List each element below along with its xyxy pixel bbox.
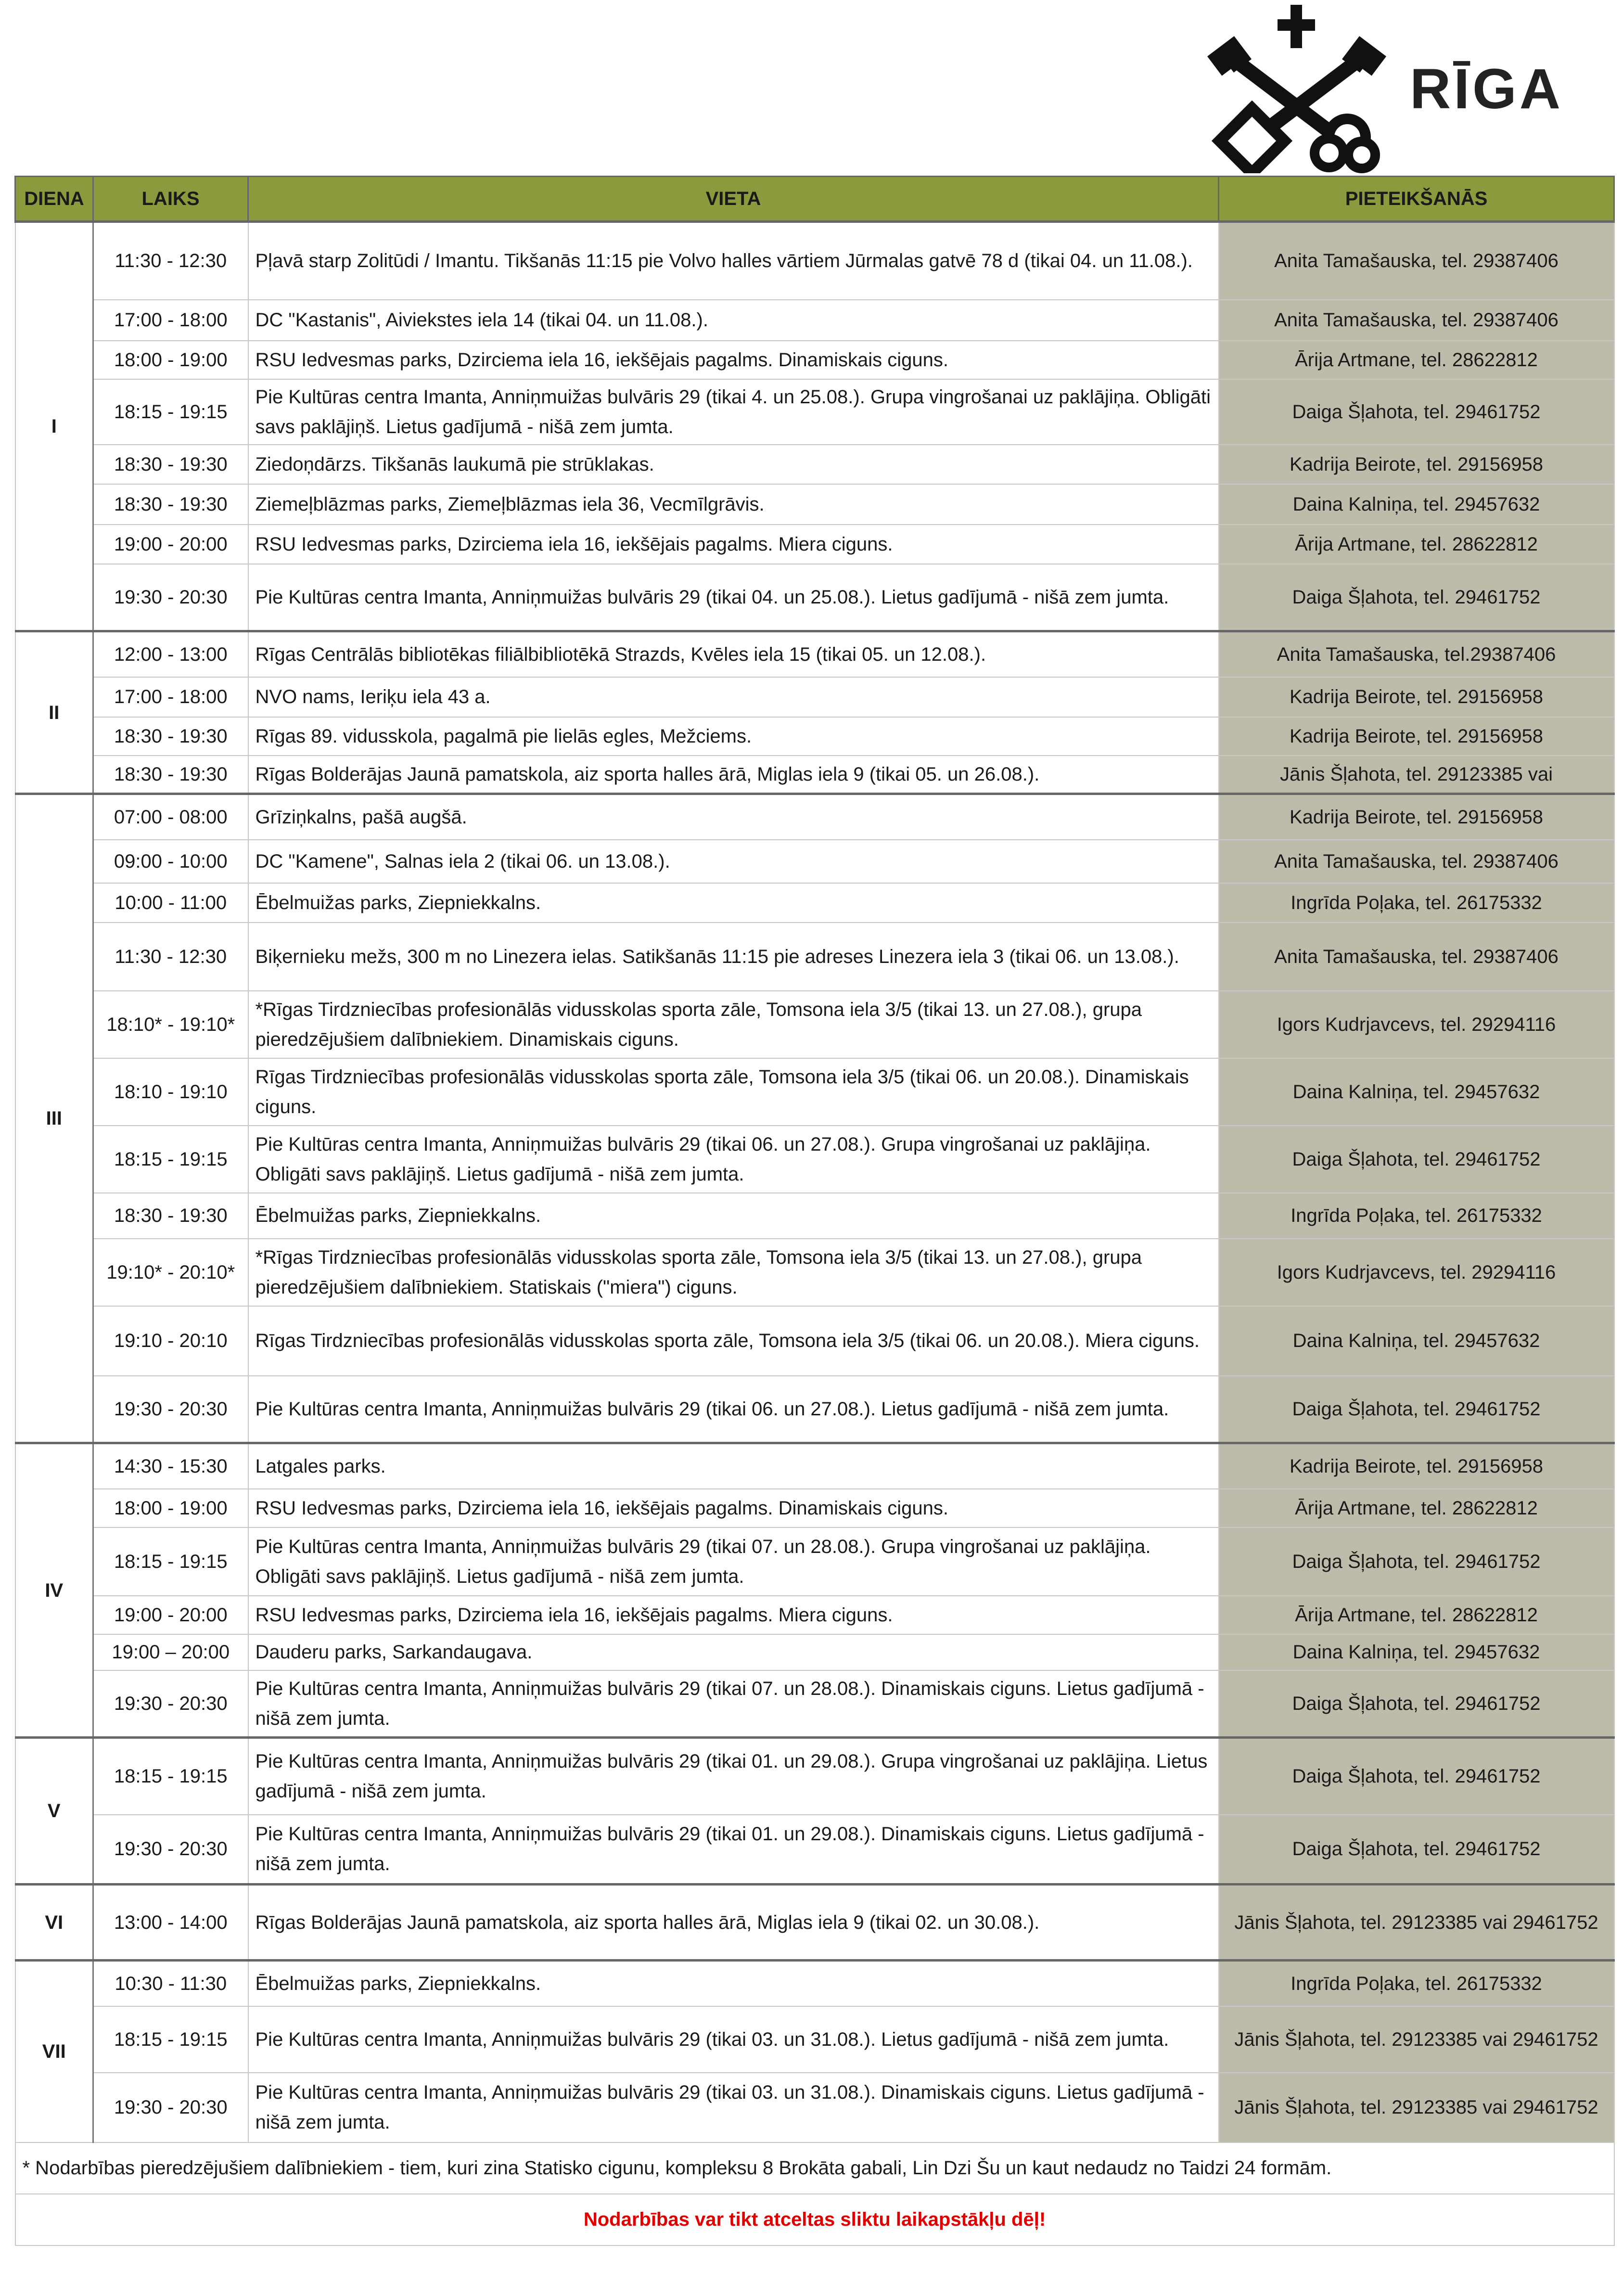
time-cell: 18:30 - 19:30 <box>93 1193 248 1239</box>
table-row <box>15 794 1614 840</box>
weather-warning: Nodarbības var tikt atceltas sliktu laikapstākļu dēļ! <box>15 2194 1614 2245</box>
place-cell: RSU Iedvesmas parks, Dzirciema iela 16, iekšējais pagalms. Miera ciguns. <box>248 1596 1219 1634</box>
time-cell: 18:00 - 19:00 <box>93 341 248 379</box>
place-cell: RSU Iedvesmas parks, Dzirciema iela 16, iekšējais pagalms. Miera ciguns. <box>248 525 1219 564</box>
place-cell: Grīziņkalns, pašā augšā. <box>248 794 1219 840</box>
header-signup: PIETEIKŠANĀS <box>1219 177 1614 222</box>
contact-cell: Kadrija Beirote, tel. 29156958 <box>1219 717 1614 756</box>
contact-cell: Ingrīda Poļaka, tel. 26175332 <box>1219 1193 1614 1239</box>
time-cell: 19:30 - 20:30 <box>93 1670 248 1738</box>
place-cell: Pie Kultūras centra Imanta, Anniņmuižas bulvāris 29 (tikai 07. un 28.08.). Grupa vingrošanai uz paklājiņa. Obligāti savs paklājiņš. Lietus gadījumā - nišā zem jumta. <box>248 1527 1219 1596</box>
time-cell: 19:30 - 20:30 <box>93 1376 248 1443</box>
time-cell: 19:30 - 20:30 <box>93 2073 248 2142</box>
day-cell: VI <box>15 1885 93 1961</box>
time-cell: 18:15 - 19:15 <box>93 1126 248 1193</box>
place-cell: Pie Kultūras centra Imanta, Anniņmuižas bulvāris 29 (tikai 06. un 27.08.). Lietus gadījumā - nišā zem jumta. <box>248 1376 1219 1443</box>
contact-cell: Kadrija Beirote, tel. 29156958 <box>1219 794 1614 840</box>
table-row <box>15 717 1614 756</box>
contact-cell: Jānis Šļahota, tel. 29123385 vai <box>1219 756 1614 794</box>
header-time: LAIKS <box>93 177 248 222</box>
contact-cell: Daiga Šļahota, tel. 29461752 <box>1219 1815 1614 1885</box>
table-row <box>15 883 1614 923</box>
contact-cell: Ārija Artmane, tel. 28622812 <box>1219 341 1614 379</box>
contact-cell: Igors Kudrjavcevs, tel. 29294116 <box>1219 991 1614 1058</box>
time-cell: 07:00 - 08:00 <box>93 794 248 840</box>
time-cell: 19:30 - 20:30 <box>93 564 248 631</box>
place-cell: Pie Kultūras centra Imanta, Anniņmuižas bulvāris 29 (tikai 04. un 25.08.). Lietus gadījumā - nišā zem jumta. <box>248 564 1219 631</box>
time-cell: 18:30 - 19:30 <box>93 756 248 794</box>
place-cell: Rīgas 89. vidusskola, pagalmā pie lielās egles, Mežciems. <box>248 717 1219 756</box>
place-cell: Pie Kultūras centra Imanta, Anniņmuižas bulvāris 29 (tikai 07. un 28.08.). Dinamiskais ciguns. Lietus gadījumā - nišā zem jumta. <box>248 1670 1219 1738</box>
table-row <box>15 1239 1614 1306</box>
table-row <box>15 2006 1614 2073</box>
table-row <box>15 1596 1614 1634</box>
table-row <box>15 222 1614 300</box>
contact-cell: Anita Tamašauska, tel. 29387406 <box>1219 300 1614 341</box>
place-cell: Ziemeļblāzmas parks, Ziemeļblāzmas iela 36, Vecmīlgrāvis. <box>248 484 1219 525</box>
time-cell: 18:15 - 19:15 <box>93 2006 248 2073</box>
time-cell: 19:10* - 20:10* <box>93 1239 248 1306</box>
place-cell: Pie Kultūras centra Imanta, Anniņmuižas bulvāris 29 (tikai 01. un 29.08.). Grupa vingrošanai uz paklājiņa. Lietus gadījumā - nišā zem jumta. <box>248 1738 1219 1815</box>
time-cell: 17:00 - 18:00 <box>93 677 248 717</box>
place-cell: Rīgas Bolderājas Jaunā pamatskola, aiz sporta halles ārā, Miglas iela 9 (tikai 02. un 30.08.). <box>248 1885 1219 1961</box>
table-row <box>15 991 1614 1058</box>
header-day: DIENA <box>15 177 93 222</box>
contact-cell: Ārija Artmane, tel. 28622812 <box>1219 1596 1614 1634</box>
contact-cell: Ārija Artmane, tel. 28622812 <box>1219 1489 1614 1527</box>
contact-cell: Kadrija Beirote, tel. 29156958 <box>1219 1443 1614 1489</box>
time-cell: 18:10* - 19:10* <box>93 991 248 1058</box>
table-row <box>15 1489 1614 1527</box>
time-cell: 17:00 - 18:00 <box>93 300 248 341</box>
contact-cell: Ārija Artmane, tel. 28622812 <box>1219 525 1614 564</box>
table-header-row <box>15 177 1614 222</box>
day-cell: III <box>15 794 93 1443</box>
table-row <box>15 1527 1614 1596</box>
place-cell: Pie Kultūras centra Imanta, Anniņmuižas bulvāris 29 (tikai 03. un 31.08.). Dinamiskais ciguns. Lietus gadījumā - nišā zem jumta. <box>248 2073 1219 2142</box>
table-row <box>15 1443 1614 1489</box>
place-cell: Pie Kultūras centra Imanta, Anniņmuižas bulvāris 29 (tikai 06. un 27.08.). Grupa vingrošanai uz paklājiņa. Obligāti savs paklājiņš. Lietus gadījumā - nišā zem jumta. <box>248 1126 1219 1193</box>
time-cell: 11:30 - 12:30 <box>93 923 248 991</box>
place-cell: Ēbelmuižas parks, Ziepniekkalns. <box>248 1193 1219 1239</box>
table-row <box>15 1670 1614 1738</box>
place-cell: NVO nams, Ieriķu iela 43 a. <box>248 677 1219 717</box>
time-cell: 19:10 - 20:10 <box>93 1306 248 1376</box>
contact-cell: Daiga Šļahota, tel. 29461752 <box>1219 1376 1614 1443</box>
time-cell: 18:30 - 19:30 <box>93 717 248 756</box>
contact-cell: Anita Tamašauska, tel. 29387406 <box>1219 923 1614 991</box>
time-cell: 19:30 - 20:30 <box>93 1815 248 1885</box>
contact-cell: Daiga Šļahota, tel. 29461752 <box>1219 1738 1614 1815</box>
contact-cell: Anita Tamašauska, tel. 29387406 <box>1219 222 1614 300</box>
place-cell: Pļavā starp Zolitūdi / Imantu. Tikšanās 11:15 pie Volvo halles vārtiem Jūrmalas gatvē 78 d (tikai 04. un 11.08.). <box>248 222 1219 300</box>
contact-cell: Jānis Šļahota, tel. 29123385 vai 29461752 <box>1219 1885 1614 1961</box>
day-cell: VII <box>15 1961 93 2142</box>
table-row <box>15 1961 1614 2006</box>
table-row <box>15 1306 1614 1376</box>
place-cell: Pie Kultūras centra Imanta, Anniņmuižas bulvāris 29 (tikai 01. un 29.08.). Dinamiskais ciguns. Lietus gadījumā - nišā zem jumta. <box>248 1815 1219 1885</box>
table-row <box>15 484 1614 525</box>
contact-cell: Daina Kalniņa, tel. 29457632 <box>1219 1634 1614 1670</box>
table-row <box>15 300 1614 341</box>
contact-cell: Kadrija Beirote, tel. 29156958 <box>1219 445 1614 484</box>
header-place: VIETA <box>248 177 1219 222</box>
warning-row <box>15 2194 1614 2245</box>
place-cell: Rīgas Tirdzniecības profesionālās vidusskolas sporta zāle, Tomsona iela 3/5 (tikai 06. un 20.08.). Miera ciguns. <box>248 1306 1219 1376</box>
table-row <box>15 923 1614 991</box>
logo-text: RĪGA <box>1410 57 1563 121</box>
table-row <box>15 1815 1614 1885</box>
time-cell: 18:15 - 19:15 <box>93 1527 248 1596</box>
time-cell: 14:30 - 15:30 <box>93 1443 248 1489</box>
time-cell: 18:00 - 19:00 <box>93 1489 248 1527</box>
footnote-row <box>15 2142 1614 2194</box>
contact-cell: Daina Kalniņa, tel. 29457632 <box>1219 1058 1614 1126</box>
schedule-table <box>14 176 1615 2246</box>
time-cell: 18:15 - 19:15 <box>93 1738 248 1815</box>
day-cell: I <box>15 222 93 631</box>
contact-cell: Jānis Šļahota, tel. 29123385 vai 29461752 <box>1219 2006 1614 2073</box>
place-cell: Pie Kultūras centra Imanta, Anniņmuižas bulvāris 29 (tikai 4. un 25.08.). Grupa vingrošanai uz paklājiņa. Obligāti savs paklājiņš. Lietus gadījumā - nišā zem jumta. <box>248 379 1219 445</box>
place-cell: Ziedoņdārzs. Tikšanās laukumā pie strūklakas. <box>248 445 1219 484</box>
place-cell: Biķernieku mežs, 300 m no Linezera ielas. Satikšanās 11:15 pie adreses Linezera iela 3 (tikai 06. un 13.08.). <box>248 923 1219 991</box>
table-row <box>15 525 1614 564</box>
day-cell: II <box>15 631 93 794</box>
table-row <box>15 564 1614 631</box>
contact-cell: Anita Tamašauska, tel.29387406 <box>1219 631 1614 677</box>
footnote: * Nodarbības pieredzējušiem dalībniekiem - tiem, kuri zina Statisko cigunu, kompleksu 8 Brokāta gabali, Lin Dzi Šu un kaut nedaudz no Taidzi 24 formām. <box>15 2142 1614 2194</box>
time-cell: 09:00 - 10:00 <box>93 840 248 883</box>
contact-cell: Daina Kalniņa, tel. 29457632 <box>1219 484 1614 525</box>
place-cell: *Rīgas Tirdzniecības profesionālās vidusskolas sporta zāle, Tomsona iela 3/5 (tikai 13. un 27.08.), grupa pieredzējušiem dalībniekiem. Dinamiskais ciguns. <box>248 991 1219 1058</box>
place-cell: Latgales parks. <box>248 1443 1219 1489</box>
contact-cell: Kadrija Beirote, tel. 29156958 <box>1219 677 1614 717</box>
contact-cell: Daina Kalniņa, tel. 29457632 <box>1219 1306 1614 1376</box>
day-cell: V <box>15 1738 93 1885</box>
time-cell: 10:30 - 11:30 <box>93 1961 248 2006</box>
time-cell: 11:30 - 12:30 <box>93 222 248 300</box>
contact-cell: Daiga Šļahota, tel. 29461752 <box>1219 564 1614 631</box>
riga-keys-icon <box>1203 0 1578 173</box>
contact-cell: Daiga Šļahota, tel. 29461752 <box>1219 1126 1614 1193</box>
place-cell: Rīgas Centrālās bibliotēkas filiālbibliotēkā Strazds, Kvēles iela 15 (tikai 05. un 12.08.). <box>248 631 1219 677</box>
contact-cell: Anita Tamašauska, tel. 29387406 <box>1219 840 1614 883</box>
place-cell: RSU Iedvesmas parks, Dzirciema iela 16, iekšējais pagalms. Dinamiskais ciguns. <box>248 341 1219 379</box>
table-row <box>15 445 1614 484</box>
table-row <box>15 379 1614 445</box>
time-cell: 18:30 - 19:30 <box>93 484 248 525</box>
table-row <box>15 756 1614 794</box>
time-cell: 12:00 - 13:00 <box>93 631 248 677</box>
time-cell: 18:10 - 19:10 <box>93 1058 248 1126</box>
table-row <box>15 840 1614 883</box>
day-cell: IV <box>15 1443 93 1738</box>
table-row <box>15 1376 1614 1443</box>
time-cell: 19:00 – 20:00 <box>93 1634 248 1670</box>
place-cell: Pie Kultūras centra Imanta, Anniņmuižas bulvāris 29 (tikai 03. un 31.08.). Lietus gadījumā - nišā zem jumta. <box>248 2006 1219 2073</box>
place-cell: Rīgas Bolderājas Jaunā pamatskola, aiz sporta halles ārā, Miglas iela 9 (tikai 05. un 26.08.). <box>248 756 1219 794</box>
contact-cell: Ingrīda Poļaka, tel. 26175332 <box>1219 883 1614 923</box>
time-cell: 18:30 - 19:30 <box>93 445 248 484</box>
contact-cell: Jānis Šļahota, tel. 29123385 vai 29461752 <box>1219 2073 1614 2142</box>
time-cell: 19:00 - 20:00 <box>93 1596 248 1634</box>
table-row <box>15 341 1614 379</box>
table-row <box>15 631 1614 677</box>
table-row <box>15 1058 1614 1126</box>
time-cell: 18:15 - 19:15 <box>93 379 248 445</box>
table-row <box>15 2073 1614 2142</box>
table-row <box>15 1126 1614 1193</box>
contact-cell: Daiga Šļahota, tel. 29461752 <box>1219 379 1614 445</box>
table-row <box>15 677 1614 717</box>
place-cell: DC "Kamene", Salnas iela 2 (tikai 06. un 13.08.). <box>248 840 1219 883</box>
table-row <box>15 1885 1614 1961</box>
place-cell: RSU Iedvesmas parks, Dzirciema iela 16, iekšējais pagalms. Dinamiskais ciguns. <box>248 1489 1219 1527</box>
place-cell: DC "Kastanis", Aiviekstes iela 14 (tikai 04. un 11.08.). <box>248 300 1219 341</box>
time-cell: 19:00 - 20:00 <box>93 525 248 564</box>
contact-cell: Ingrīda Poļaka, tel. 26175332 <box>1219 1961 1614 2006</box>
riga-logo <box>1203 0 1578 173</box>
contact-cell: Igors Kudrjavcevs, tel. 29294116 <box>1219 1239 1614 1306</box>
table-row <box>15 1634 1614 1670</box>
place-cell: Ēbelmuižas parks, Ziepniekkalns. <box>248 883 1219 923</box>
table-row <box>15 1193 1614 1239</box>
time-cell: 13:00 - 14:00 <box>93 1885 248 1961</box>
place-cell: Ēbelmuižas parks, Ziepniekkalns. <box>248 1961 1219 2006</box>
place-cell: Rīgas Tirdzniecības profesionālās vidusskolas sporta zāle, Tomsona iela 3/5 (tikai 06. un 20.08.). Dinamiskais ciguns. <box>248 1058 1219 1126</box>
place-cell: Dauderu parks, Sarkandaugava. <box>248 1634 1219 1670</box>
time-cell: 10:00 - 11:00 <box>93 883 248 923</box>
table-row <box>15 1738 1614 1815</box>
schedule-body <box>15 222 1614 2142</box>
place-cell: *Rīgas Tirdzniecības profesionālās vidusskolas sporta zāle, Tomsona iela 3/5 (tikai 13. un 27.08.), grupa pieredzējušiem dalībniekiem. Statiskais ("miera") ciguns. <box>248 1239 1219 1306</box>
contact-cell: Daiga Šļahota, tel. 29461752 <box>1219 1527 1614 1596</box>
contact-cell: Daiga Šļahota, tel. 29461752 <box>1219 1670 1614 1738</box>
